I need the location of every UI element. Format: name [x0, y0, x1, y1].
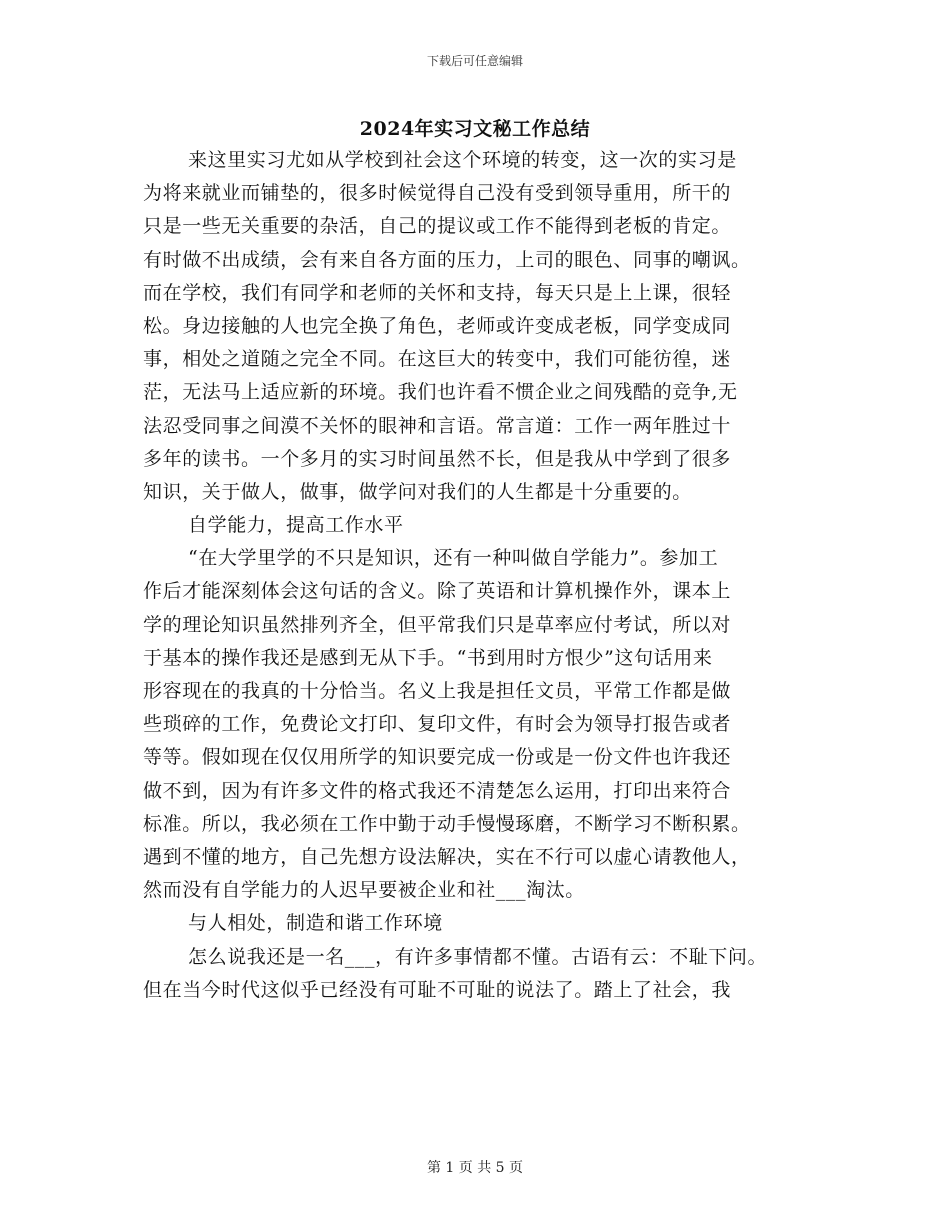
- paragraph-line: 茫，无法马上适应新的环境。我们也许看不惯企业之间残酷的竞争,无: [143, 381, 738, 404]
- paragraph-line: 知识，关于做人，做事，做学问对我们的人生都是十分重要的。: [143, 480, 692, 503]
- paragraph-line: 但在当今时代这似乎已经没有可耻不可耻的说法了。踏上了社会，我: [143, 978, 732, 1001]
- paragraph-line: 松。身边接触的人也完全换了角色，老师或许变成老板，同学变成同: [143, 314, 732, 337]
- paragraph-line: 来这里实习尤如从学校到社会这个环境的转变，这一次的实习是: [188, 149, 737, 171]
- page-header-note: 下载后可任意编辑: [426, 54, 523, 68]
- paragraph-line: 有时做不出成绩，会有来自各方面的压力，上司的眼色、同事的嘲讽。: [143, 248, 751, 271]
- paragraph-line: 遇到不懂的地方，自己先想方设法解决，实在不行可以虚心请教他人，: [143, 845, 751, 868]
- paragraph-line: 只是一些无关重要的杂活，自己的提议或工作不能得到老板的肯定。: [143, 215, 732, 238]
- paragraph-line: 做不到，因为有许多文件的格式我还不清楚怎么运用，打印出来符合: [143, 779, 732, 802]
- paragraph-line: 为将来就业而铺垫的，很多时候觉得自己没有受到领导重用，所干的: [143, 182, 732, 205]
- paragraph-line: 作后才能深刻体会这句话的含义。除了英语和计算机操作外，课本上: [143, 580, 732, 603]
- section-heading: 与人相处，制造和谐工作环境: [188, 912, 443, 935]
- paragraph-line: 标准。所以，我必须在工作中勤于动手慢慢琢磨，不断学习不断积累。: [143, 812, 751, 835]
- paragraph-line: “在大学里学的不只是知识，还有一种叫做自学能力”。参加工: [188, 547, 719, 570]
- page-number-footer: 第 1 页 共 5 页: [426, 1160, 524, 1176]
- document-title: 2024年实习文秘工作总结: [359, 118, 591, 140]
- paragraph-line: 些琐碎的工作，免费论文打印、复印文件，有时会为领导打报告或者: [143, 713, 732, 736]
- paragraph-line: 然而没有自学能力的人迟早要被企业和社___淘汰。: [143, 879, 585, 902]
- section-heading: 自学能力，提高工作水平: [188, 514, 404, 537]
- paragraph-line: 法忍受同事之间漠不关怀的眼神和言语。常言道：工作一两年胜过十: [143, 414, 732, 437]
- document-body: [143, 144, 823, 1007]
- paragraph-line: 形容现在的我真的十分恰当。名义上我是担任文员，平常工作都是做: [143, 680, 732, 702]
- paragraph-line: 等等。假如现在仅仅用所学的知识要完成一份或是一份文件也许我还: [143, 746, 732, 769]
- paragraph-line: 而在学校，我们有同学和老师的关怀和支持，每天只是上上课，很轻: [143, 281, 732, 304]
- paragraph-line: 多年的读书。一个多月的实习时间虽然不长，但是我从中学到了很多: [143, 447, 732, 470]
- paragraph-line: 学的理论知识虽然排列齐全，但平常我们只是草率应付考试，所以对: [143, 613, 732, 636]
- paragraph-line: 事，相处之道随之完全不同。在这巨大的转变中，我们可能彷徨，迷: [143, 348, 732, 371]
- paragraph-line: 怎么说我还是一名___，有许多事情都不懂。古语有云：不耻下问。: [188, 945, 768, 968]
- paragraph-line: 于基本的操作我还是感到无从下手。“书到用时方恨少”这句话用来: [143, 646, 713, 669]
